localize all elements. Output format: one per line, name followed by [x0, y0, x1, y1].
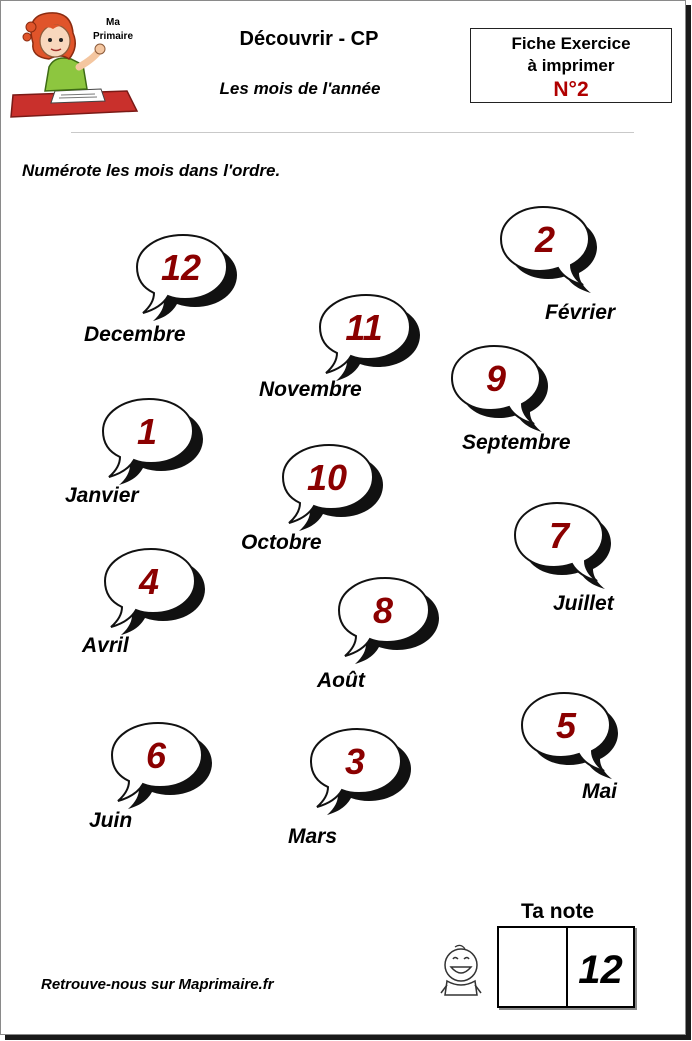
month-label-decembre: Decembre [84, 323, 186, 346]
month-label-mai: Mai [582, 780, 618, 803]
month-label-septembre: Septembre [462, 431, 571, 454]
score-box [497, 926, 635, 1008]
logo-text-ma: Ma [106, 17, 120, 28]
ma-primaire-logo[interactable] [9, 7, 141, 119]
month-bubble-octobre [281, 443, 391, 533]
month-number: 3 [344, 741, 366, 782]
month-bubble-aout [337, 576, 447, 666]
month-label-octobre: Octobre [241, 531, 322, 554]
month-number: 6 [145, 735, 167, 776]
logo-text-primaire: Primaire [92, 31, 134, 42]
month-label-aout: Août [317, 669, 365, 692]
month-number: 9 [485, 358, 507, 399]
fiche-line-2: à imprimer [527, 56, 615, 75]
fiche-line-1: Fiche Exercice [511, 34, 631, 53]
month-label-fevrier: Février [545, 301, 616, 324]
month-label-avril: Avril [82, 634, 129, 657]
month-label-juin: Juin [89, 809, 133, 832]
fiche-number: N°2 [553, 78, 589, 101]
month-bubble-mai [520, 691, 630, 781]
footer-website-link[interactable]: Retrouve-nous sur Maprimaire.fr [41, 976, 274, 993]
page-title: Découvrir - CP [239, 28, 379, 50]
month-number: 2 [534, 219, 556, 260]
page-subtitle: Les mois de l'année [219, 79, 381, 98]
month-bubble-decembre [135, 233, 245, 323]
month-bubble-septembre [450, 344, 560, 434]
note-label: Ta note [521, 900, 595, 923]
month-number: 4 [138, 561, 160, 602]
month-label-novembre: Novembre [259, 378, 362, 401]
month-label-janvier: Janvier [65, 484, 139, 507]
month-label-mars: Mars [288, 825, 338, 848]
month-number: 11 [345, 307, 383, 348]
month-bubble-janvier [101, 397, 211, 487]
month-bubble-novembre [318, 293, 428, 383]
month-number: 7 [548, 515, 570, 556]
month-bubble-fevrier [499, 205, 609, 295]
month-number: 12 [160, 247, 202, 288]
fiche-info-box [470, 28, 672, 103]
exercise-instruction: Numérote les mois dans l'ordre. [22, 161, 281, 180]
month-bubble-mars [309, 727, 419, 817]
smiley-icon [433, 941, 489, 997]
month-bubble-juin [110, 721, 220, 811]
month-label-juillet: Juillet [553, 592, 614, 615]
month-number: 8 [372, 590, 394, 631]
header-divider [71, 132, 634, 133]
month-number: 10 [306, 457, 348, 498]
month-bubble-juillet [513, 501, 623, 591]
month-number: 5 [555, 705, 577, 746]
month-number: 1 [136, 411, 158, 452]
month-bubble-avril [103, 547, 213, 637]
score-value: 12 [578, 948, 623, 992]
